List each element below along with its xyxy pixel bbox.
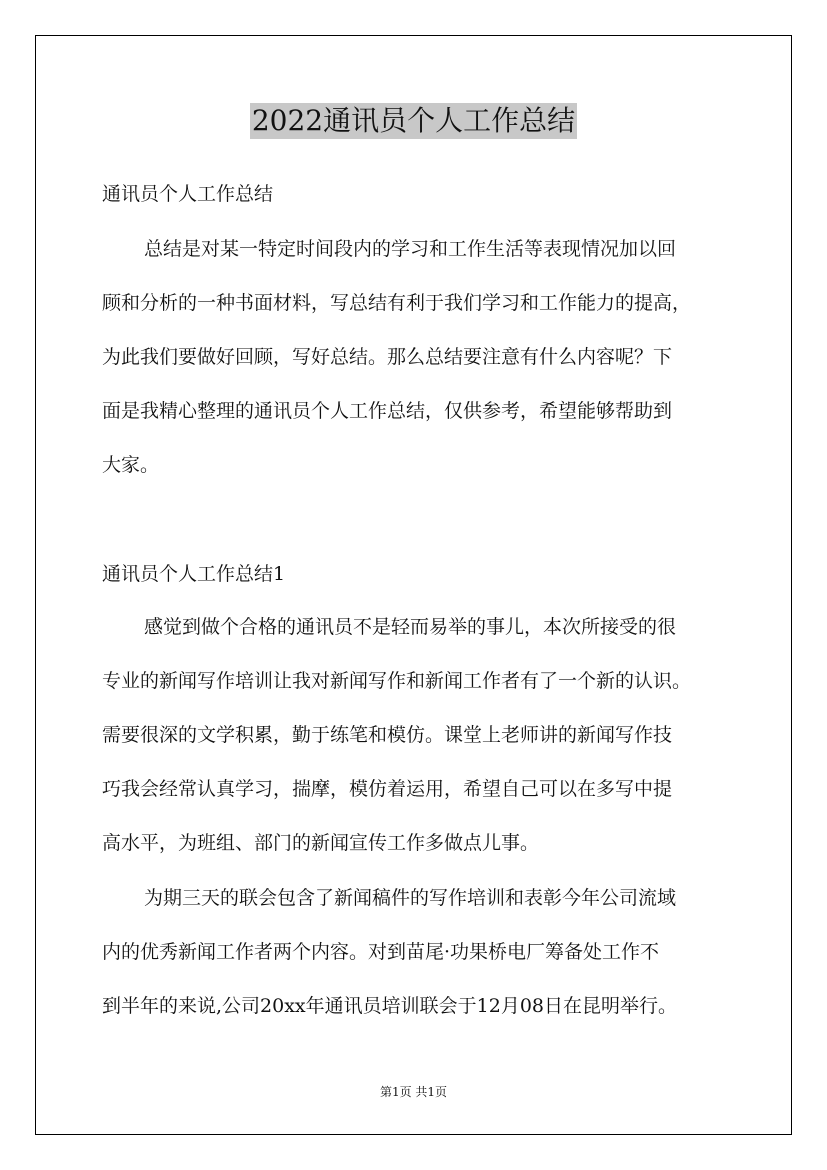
intro-line: 为此我们要做好回顾，写好总结。那么总结要注意有什么内容呢？下 xyxy=(102,346,673,368)
intro-line: 面是我精心整理的通讯员个人工作总结，仅供参考，希望能够帮助到 xyxy=(102,400,673,422)
document-title: 2022通讯员个人工作总结 xyxy=(251,104,576,137)
section-heading: 通讯员个人工作总结1 xyxy=(102,563,286,585)
paragraph-line: 需要很深的文学积累，勤于练笔和模仿。课堂上老师讲的新闻写作技 xyxy=(102,724,673,746)
paragraph-line: 感觉到做个合格的通讯员不是轻而易举的事儿，本次所接受的很 xyxy=(144,616,677,638)
paragraph-line: 高水平，为班组、部门的新闻宣传工作多做点儿事。 xyxy=(102,832,540,854)
paragraph-line: 内的优秀新闻工作者两个内容。对到苗尾·功果桥电厂筹备处工作不 xyxy=(102,941,660,963)
intro-line: 大家。 xyxy=(102,454,160,476)
paragraph-line: 为期三天的联会包含了新闻稿件的写作培训和表彰今年公司流域 xyxy=(144,887,677,909)
paragraph-line: 巧我会经常认真学习，揣摩，模仿着运用，希望自己可以在多写中提 xyxy=(102,778,673,800)
page-footer: 第1页 共1页 xyxy=(379,1085,448,1099)
paragraph-line: 专业的新闻写作培训让我对新闻写作和新闻工作者有了一个新的认识。 xyxy=(102,670,692,692)
intro-line: 顾和分析的一种书面材料，写总结有利于我们学习和工作能力的提高， xyxy=(102,292,692,314)
subtitle: 通讯员个人工作总结 xyxy=(102,183,274,205)
paragraph-line: 到半年的来说,公司20xx年通讯员培训联会于12月08日在昆明举行。 xyxy=(102,995,678,1017)
title-container xyxy=(0,103,827,139)
intro-line: 总结是对某一特定时间段内的学习和工作生活等表现情况加以回 xyxy=(144,238,677,260)
